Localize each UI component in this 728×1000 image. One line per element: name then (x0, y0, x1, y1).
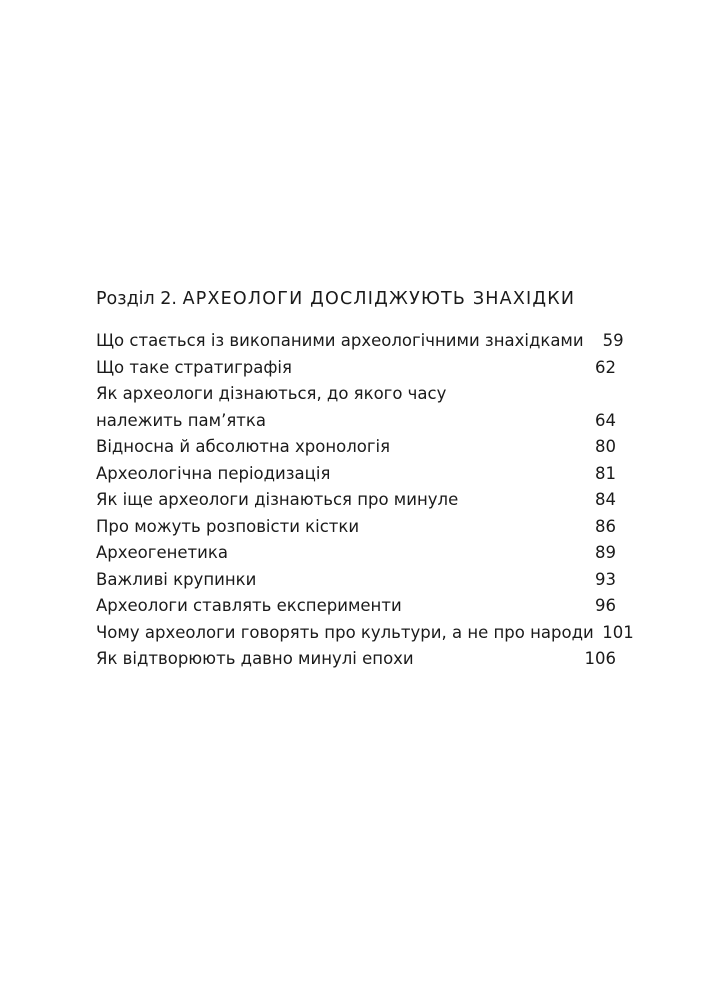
toc-entry (96, 646, 616, 673)
toc-list (96, 328, 634, 673)
toc-entry (96, 593, 616, 620)
toc-entry-title-line: Археологи ставлять експерименти (96, 596, 402, 615)
toc-entry-title (96, 434, 390, 461)
toc-entry-title-line: Що таке стратиграфія (96, 357, 292, 377)
toc-entry (96, 620, 634, 647)
toc-entry-title-line: Що стається із викопаними археологічними знахідками (96, 331, 584, 350)
toc-entry-title (96, 381, 446, 434)
toc-entry-title (96, 540, 228, 567)
toc-entry (96, 514, 616, 541)
toc-entry-title-line: Археогенетика (96, 543, 228, 562)
toc-entry-title-line: Про можуть розповісти кістки (96, 516, 360, 536)
toc-entry (96, 328, 624, 355)
section-heading (96, 286, 616, 312)
toc-entry-title-line: Як відтворюють давно минулі епохи (96, 649, 414, 668)
toc-entry-page-number: 93 (595, 569, 616, 589)
toc-entry-page-number: 106 (584, 649, 616, 668)
toc-entry-title (96, 646, 414, 673)
toc-entry-page-number: 89 (595, 543, 616, 562)
toc-entry (96, 461, 616, 488)
table-of-contents (96, 286, 634, 673)
toc-entry-title (96, 461, 330, 488)
toc-entry-page-number: 81 (595, 463, 616, 483)
toc-entry (96, 434, 616, 461)
toc-entry-title (96, 567, 256, 594)
toc-entry-title (96, 487, 458, 514)
toc-entry-page-number: 96 (595, 596, 616, 615)
toc-entry-title (96, 355, 292, 382)
toc-entry-title (96, 620, 594, 647)
toc-entry-page-number: 86 (595, 516, 616, 536)
toc-entry (96, 540, 616, 567)
toc-entry (96, 355, 616, 382)
toc-entry-title (96, 514, 359, 541)
toc-entry (96, 487, 616, 514)
toc-entry (96, 567, 616, 594)
toc-entry (96, 381, 616, 434)
toc-entry-page-number: 101 (602, 622, 634, 642)
toc-entry-page-number: 59 (602, 331, 624, 350)
toc-entry-title-line: належить пам’ятка (96, 410, 266, 430)
toc-entry-page-number: 62 (595, 357, 616, 377)
toc-entry-page-number: 84 (595, 490, 616, 509)
toc-entry-page-number: 80 (595, 437, 616, 456)
section-number: Розділ 2. (96, 289, 177, 309)
toc-entry-title-line: Чому археологи говорять про культури, а не про народи (96, 622, 594, 642)
toc-entry-page-number: 64 (595, 410, 616, 430)
toc-entry-title (96, 593, 402, 620)
toc-entry-title-line: Як археологи дізнаються, до якого часу (96, 384, 447, 403)
toc-entry-title-line: Важливі крупинки (96, 569, 257, 589)
toc-entry-title (96, 328, 584, 355)
toc-entry-title-line: Відносна й абсолютна хронологія (96, 437, 391, 456)
toc-entry-title-line: Археологічна періодизація (96, 463, 331, 483)
section-title: АРХЕОЛОГИ ДОСЛІДЖУЮТЬ ЗНАХІДКИ (182, 289, 576, 309)
toc-entry-title-line: Як іще археологи дізнаються про минуле (96, 490, 459, 509)
